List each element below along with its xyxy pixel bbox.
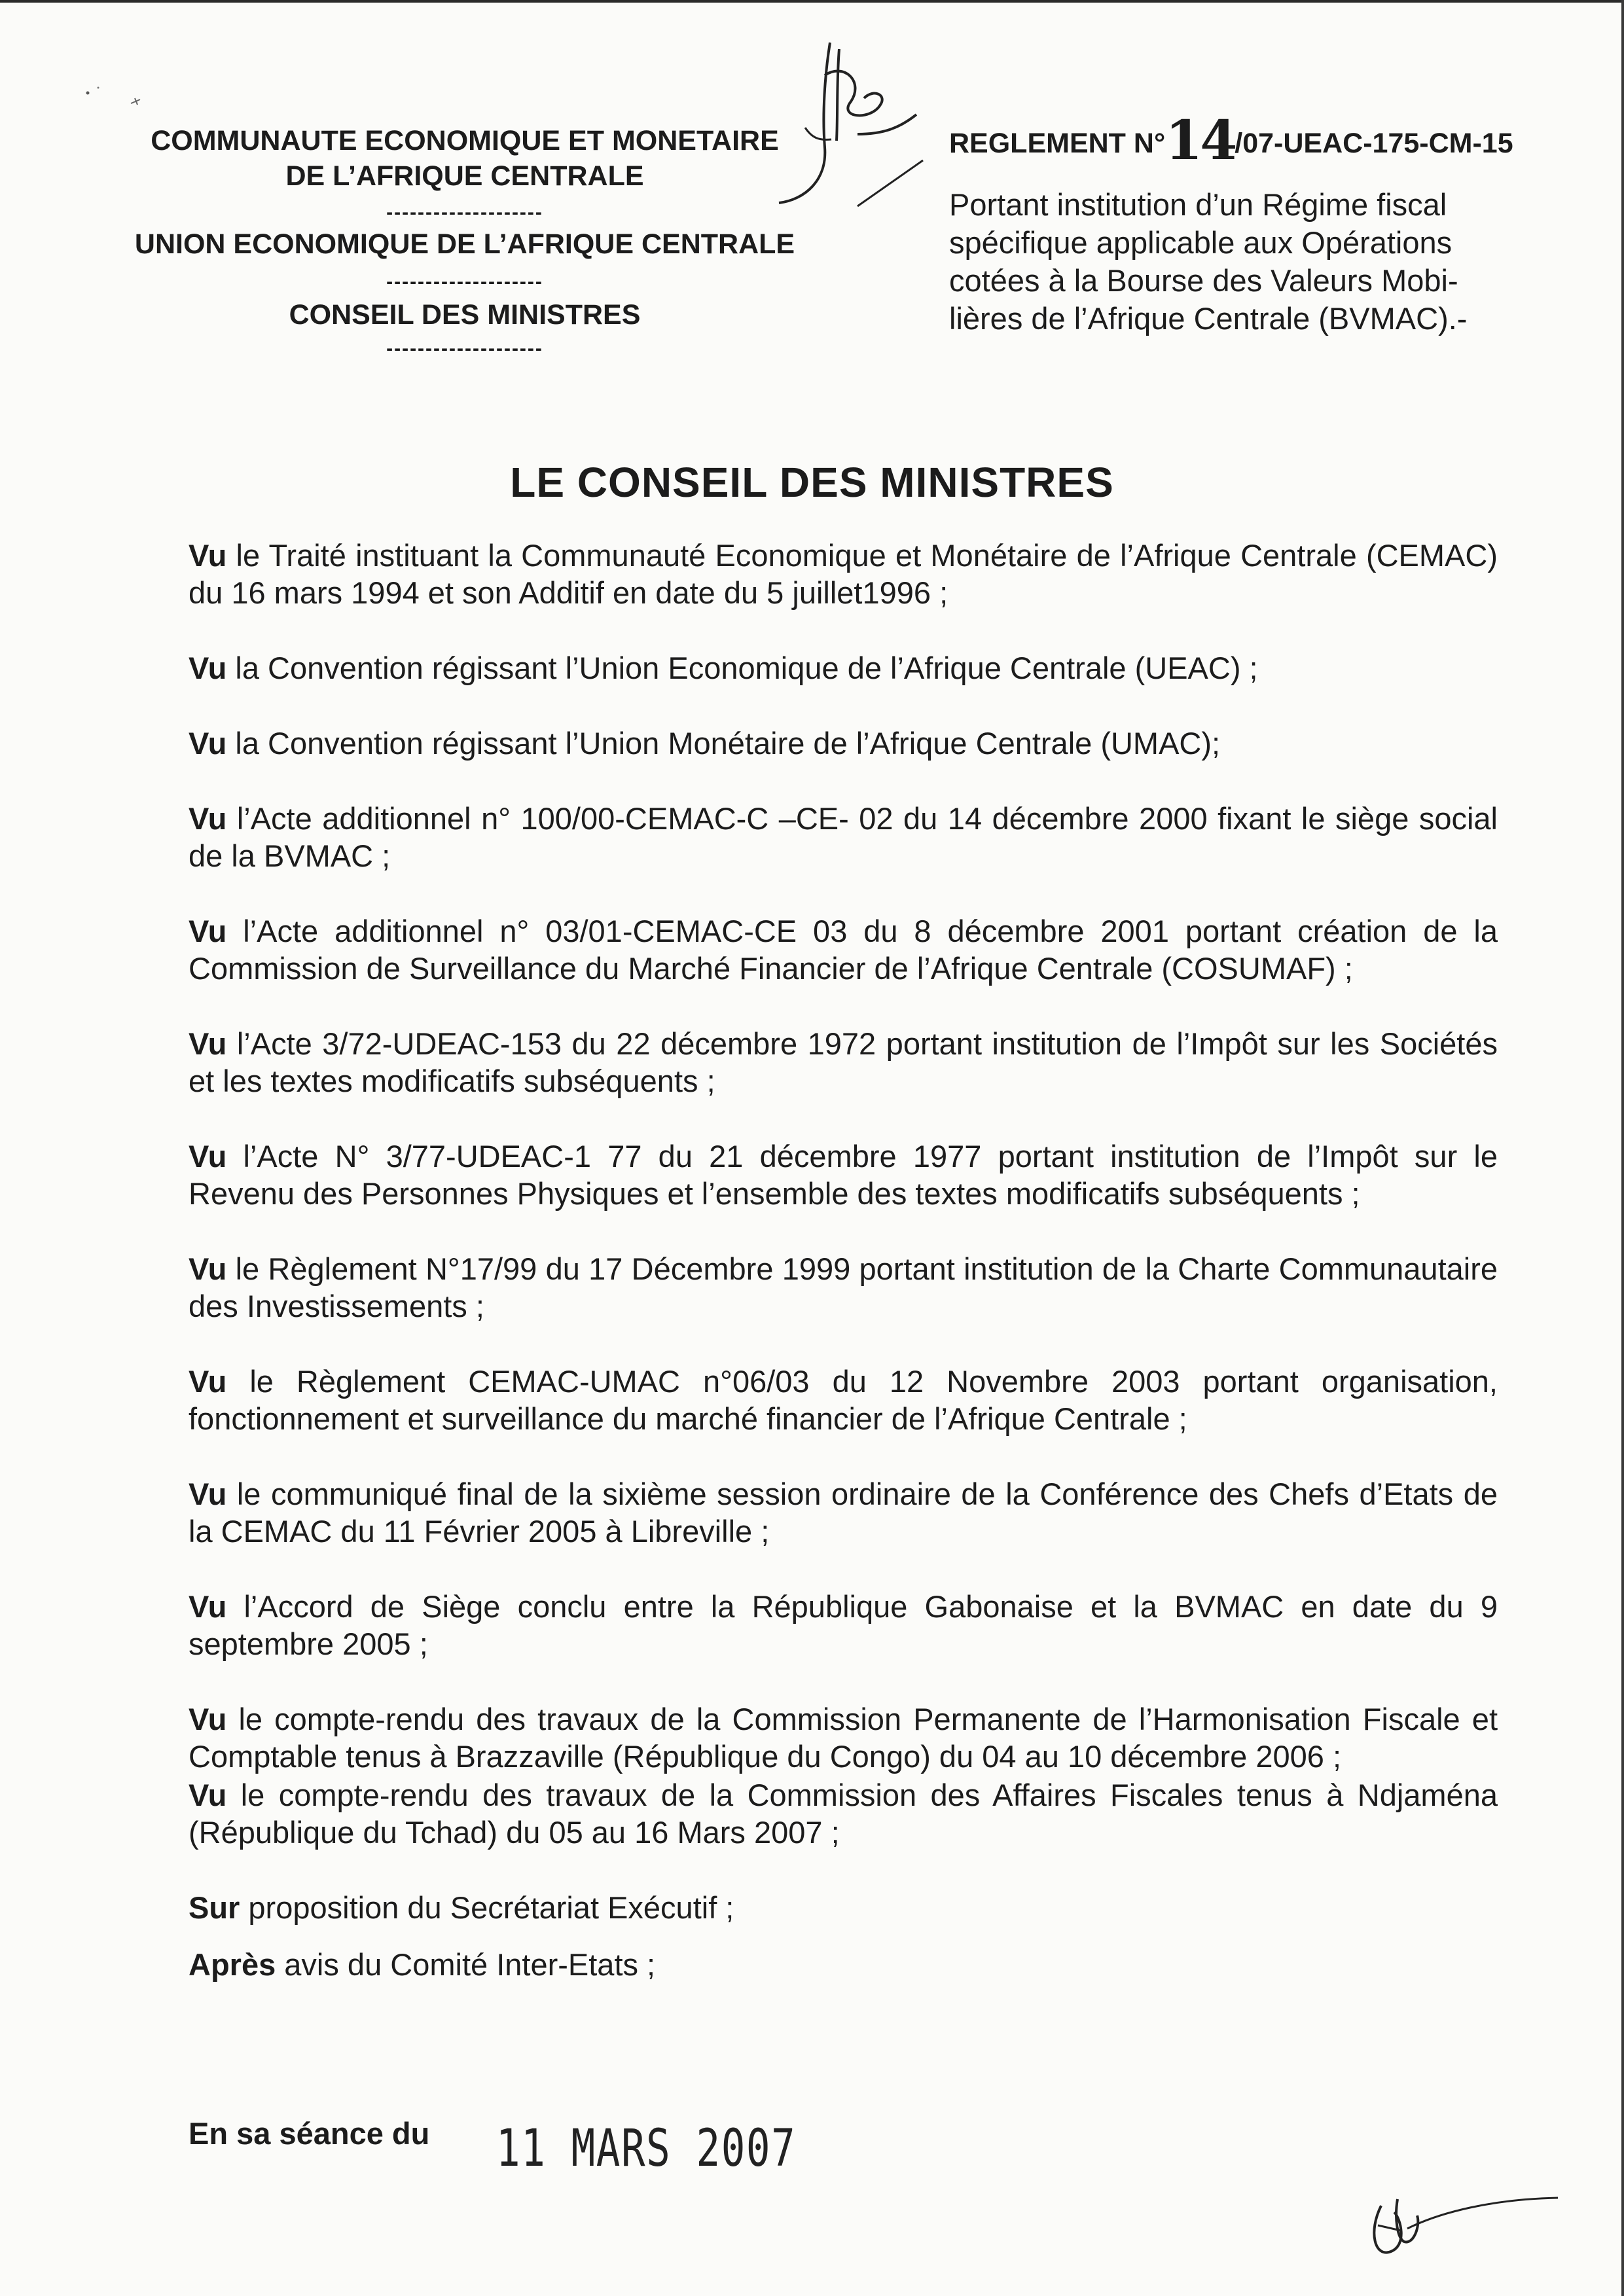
recital-6: Vu l’Acte 3/72-UDEAC-153 du 22 décembre 1972 portant institution de l’Impôt sur les Sociétés et les textes modificatifs subséquents ; [189,1026,1498,1098]
regulation-object [949,186,1571,338]
recital-4: Vu l’Acte additionnel n° 100/00-CEMAC-C –CE- 02 du 14 décembre 2000 fixant le siège social de la BVMAC ; [189,801,1498,873]
session-date-stamp: 11 MARS 2007 [496,2119,797,2178]
document-body [189,537,1498,1983]
header-separator-1: -------------------- [386,202,543,223]
recital-5: Vu l’Acte additionnel n° 03/01-CEMAC-CE 03 du 8 décembre 2001 portant création de la Commission de Surveillance du Marché Financier de l’Afrique Centrale (COSUMAF) ; [189,914,1498,986]
recital-9: Vu le Règlement CEMAC-UMAC n°06/03 du 12 Novembre 2003 portant organisation, fonctionnement et surveillance du marché financier de l’Afrique Centrale ; [189,1364,1498,1436]
scan-edge-top [0,0,1624,3]
recital-13: Vu le compte-rendu des travaux de la Commission des Affaires Fiscales tenus à Ndjaména (République du Tchad) du 05 au 16 Mars 2007 ; [189,1778,1498,1850]
opinion-clause: Après avis du Comité Inter-Etats ; [189,1947,656,1982]
recital-3: Vu la Convention régissant l’Union Monétaire de l’Afrique Centrale (UMAC); [189,726,1221,761]
council-name: CONSEIL DES MINISTRES [289,299,641,331]
scan-edge-right [1621,0,1624,2296]
document-title: LE CONSEIL DES MINISTRES [510,459,1114,506]
regulation-number: 14 [1165,109,1235,172]
issuer-header [98,123,831,359]
scan-specks [72,79,164,118]
regulation-prefix: REGLEMENT N° [949,128,1166,159]
recital-2: Vu la Convention régissant l’Union Economique de l’Afrique Centrale (UEAC) ; [189,651,1258,685]
regulation-object-line-2: spécifique applicable aux Opérations [949,225,1453,260]
proposal-clause: Sur proposition du Secrétariat Exécutif ; [189,1890,734,1925]
header-separator-3: -------------------- [386,338,543,359]
recital-1: Vu le Traité instituant la Communauté Economique et Monétaire de l’Afrique Centrale (CEMAC) du 16 mars 1994 et son Additif en date du 5 juillet1996 ; [189,538,1498,610]
union-name: UNION ECONOMIQUE DE L’AFRIQUE CENTRALE [134,228,795,260]
header-separator-2: -------------------- [386,271,543,293]
regulation-object-line-3: cotées à la Bourse des Valeurs Mobi- [949,263,1458,298]
regulation-object-line-4: lières de l’Afrique Centrale (BVMAC).- [949,301,1468,336]
recital-10: Vu le communiqué final de la sixième session ordinaire de la Conférence des Chefs d’Etats de la CEMAC du 11 Février 2005 à Libreville ; [189,1477,1498,1549]
regulation-header [949,109,1571,338]
page-initials-signature [1362,2179,1564,2265]
issuer-line-1: COMMUNAUTE ECONOMIQUE ET MONETAIRE [151,125,779,156]
recital-12: Vu le compte-rendu des travaux de la Commission Permanente de l’Harmonisation Fiscale et Comptable tenus à Brazzaville (République du Congo) du 04 au 10 décembre 2006 ; [189,1702,1498,1774]
regulation-suffix: /07-UEAC-175-CM-15 [1235,128,1513,159]
initials-signature [759,36,929,213]
recital-8: Vu le Règlement N°17/99 du 17 Décembre 1999 portant institution de la Charte Communautaire des Investissements ; [189,1251,1498,1323]
session-label: En sa séance du [189,2116,430,2151]
recital-11: Vu l’Accord de Siège conclu entre la République Gabonaise et la BVMAC en date du 9 septembre 2005 ; [189,1589,1498,1661]
recital-7: Vu l’Acte N° 3/77-UDEAC-1 77 du 21 décembre 1977 portant institution de l’Impôt sur le Revenu des Personnes Physiques et l’ensemble des textes modificatifs subséquents ; [189,1139,1498,1211]
issuer-line-2: DE L’AFRIQUE CENTRALE [285,160,644,192]
regulation-object-line-1: Portant institution d’un Régime fiscal [949,187,1447,222]
regulation-reference [949,109,1571,172]
